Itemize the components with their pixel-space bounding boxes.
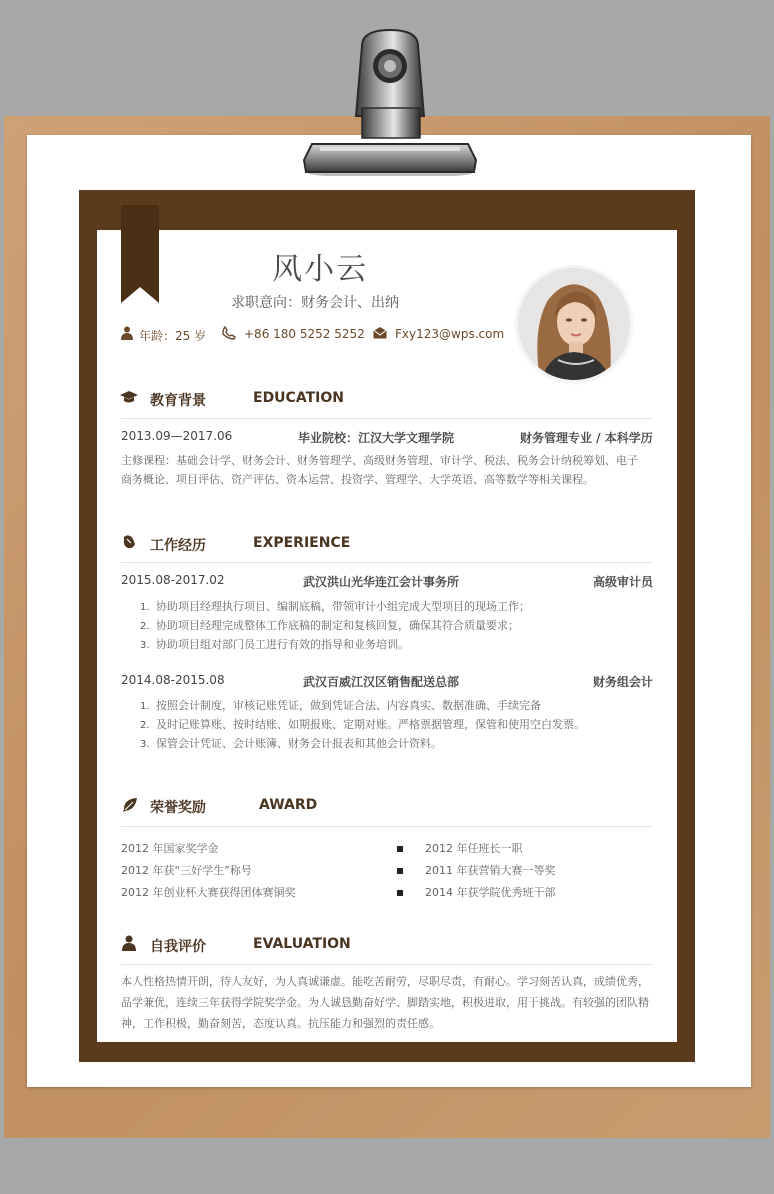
- phone-text: +86 180 5252 5252: [244, 327, 365, 341]
- award-item: 2014 年获学院优秀班干部: [397, 883, 556, 903]
- section-title-award: 荣誉奖励: [150, 800, 206, 816]
- job-intent: 求职意向：财务会计、出纳: [231, 295, 399, 311]
- section-divider: [121, 964, 653, 965]
- award-item: 2012 年国家奖学金: [121, 842, 219, 855]
- list-item: 3. 保管会计凭证、会计账簿、财务会计报表和其他会计资料。: [140, 737, 442, 750]
- section-subtitle-evaluation: EVALUATION: [253, 936, 351, 952]
- age-text: 年龄：25 岁: [139, 329, 207, 343]
- award-item: 2012 年获“三好学生”称号: [121, 864, 252, 877]
- portrait-photo: [518, 268, 630, 380]
- binder-clip-icon: [300, 26, 478, 176]
- email-text: Fxy123@wps.com: [395, 327, 505, 341]
- section-divider: [121, 826, 653, 827]
- job-period: 2015.08-2017.02: [121, 573, 225, 587]
- education-school: 毕业院校：江汉大学文理学院: [298, 431, 455, 445]
- candidate-name: 风小云: [272, 252, 368, 287]
- bullet-icon: [397, 868, 403, 874]
- bullet-icon: [397, 890, 403, 896]
- section-divider: [121, 562, 653, 563]
- award-item: 2012 年创业杯大赛获得团体赛铜奖: [121, 886, 296, 899]
- job-title: 高级审计员: [593, 575, 654, 589]
- envelope-icon: [373, 327, 387, 339]
- award-item: 2011 年获营销大赛一等奖: [397, 861, 556, 881]
- bookmark-ribbon-icon: [121, 205, 159, 303]
- person-icon: [121, 326, 133, 340]
- list-item: 3. 协助项目组对部门员工进行有效的指导和业务培训。: [140, 638, 409, 651]
- section-title-evaluation: 自我评价: [150, 939, 206, 955]
- job-period: 2014.08-2015.08: [121, 673, 225, 687]
- section-title-education: 教育背景: [150, 393, 206, 409]
- leaf-icon: [122, 797, 138, 813]
- avatar: [518, 268, 630, 380]
- section-subtitle-award: AWARD: [259, 797, 318, 813]
- job-company: 武汉洪山光华连江会计事务所: [303, 575, 460, 589]
- section-title-experience: 工作经历: [150, 538, 206, 554]
- list-item: 2. 及时记账算账、按时结账、如期报账、定期对账。严格票据管理，保管和使用空白发票。: [140, 718, 585, 731]
- list-item: 1. 协助项目经理执行项目、编制底稿，带领审计小组完成大型项目的现场工作；: [140, 600, 530, 613]
- self-evaluation-text: 本人性格热情开朗，待人友好，为人真诚谦虚。能吃苦耐劳，尽职尽责，有耐心。学习刻苦认真，成绩优秀，品学兼优，连续三年获得学院奖学金。为人诚恳勤奋好学、脚踏实地，积极进取，用于挑战。有较强的团队精神，工作积极，勤奋刻苦，态度认真。抗压能力和强烈的责任感。: [121, 975, 649, 1030]
- award-item: 2012 年任班长一职: [397, 839, 523, 859]
- section-divider: [121, 418, 653, 419]
- bullet-icon: [397, 846, 403, 852]
- section-subtitle-experience: EXPERIENCE: [253, 535, 351, 551]
- mouse-icon: [121, 534, 137, 550]
- section-subtitle-education: EDUCATION: [253, 390, 344, 406]
- education-major: 财务管理专业 / 本科学历: [520, 431, 653, 445]
- education-period: 2013.09—2017.06: [121, 429, 233, 443]
- job-company: 武汉百威江汉区销售配送总部: [303, 675, 460, 689]
- phone-icon: [222, 326, 236, 340]
- education-courses-line: 商务概论、项目评估、资产评估、资本运营、投资学、管理学、大学英语、高等数学等相关课程。: [121, 473, 594, 486]
- job-title: 财务组会计: [593, 675, 654, 689]
- graduation-cap-icon: [120, 390, 138, 404]
- education-courses-line: 主修课程：基础会计学、财务会计、财务管理学、高级财务管理、审计学、税法、税务会计纳税筹划、电子: [121, 454, 638, 467]
- list-item: 1. 按照会计制度，审核记账凭证，做到凭证合法、内容真实、数据准确、手续完备: [140, 699, 541, 712]
- list-item: 2. 协助项目经理完成整体工作底稿的制定和复核回复，确保其符合质量要求；: [140, 619, 519, 632]
- person-icon: [122, 935, 136, 951]
